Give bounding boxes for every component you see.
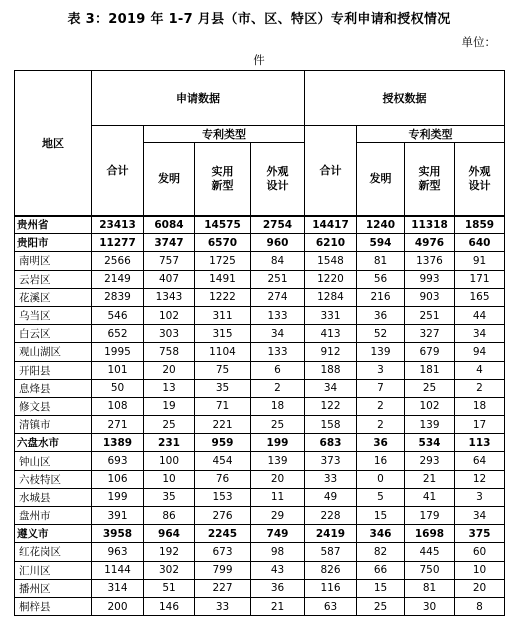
- value-cell: 10: [455, 561, 505, 579]
- value-cell: 12: [455, 470, 505, 488]
- region-name: 盘州市: [15, 507, 92, 525]
- region-name: 南明区: [15, 252, 92, 270]
- value-cell: 52: [357, 325, 405, 343]
- patent-table: [14, 70, 505, 616]
- region-name: 花溪区: [15, 288, 92, 306]
- value-cell: 192: [144, 543, 195, 561]
- table-row: [15, 416, 505, 434]
- table-row: [15, 234, 505, 252]
- value-cell: 82: [357, 543, 405, 561]
- value-cell: 3747: [144, 234, 195, 252]
- value-cell: 2245: [195, 525, 251, 543]
- region-name: 红花岗区: [15, 543, 92, 561]
- value-cell: 594: [357, 234, 405, 252]
- value-cell: 23413: [92, 216, 144, 234]
- value-cell: 1220: [305, 270, 357, 288]
- value-cell: 36: [357, 434, 405, 452]
- value-cell: 534: [405, 434, 455, 452]
- value-cell: 25: [357, 597, 405, 615]
- header-grant-utility: 实用 新型: [405, 143, 455, 216]
- value-cell: 231: [144, 434, 195, 452]
- value-cell: 391: [92, 507, 144, 525]
- value-cell: 227: [195, 579, 251, 597]
- value-cell: 94: [455, 343, 505, 361]
- value-cell: 15: [357, 579, 405, 597]
- region-name: 播州区: [15, 579, 92, 597]
- value-cell: 108: [92, 397, 144, 415]
- region-name: 桐梓县: [15, 597, 92, 615]
- value-cell: 20: [144, 361, 195, 379]
- value-cell: 6210: [305, 234, 357, 252]
- value-cell: 993: [405, 270, 455, 288]
- value-cell: 1343: [144, 288, 195, 306]
- value-cell: 4: [455, 361, 505, 379]
- value-cell: 11277: [92, 234, 144, 252]
- value-cell: 188: [305, 361, 357, 379]
- value-cell: 758: [144, 343, 195, 361]
- value-cell: 19: [144, 397, 195, 415]
- region-name: 云岩区: [15, 270, 92, 288]
- value-cell: 75: [195, 361, 251, 379]
- value-cell: 86: [144, 507, 195, 525]
- value-cell: 10: [144, 470, 195, 488]
- value-cell: 50: [92, 379, 144, 397]
- value-cell: 2: [357, 416, 405, 434]
- table-row: [15, 270, 505, 288]
- unit-value: 件: [253, 53, 265, 67]
- value-cell: 153: [195, 488, 251, 506]
- value-cell: 1859: [455, 216, 505, 234]
- value-cell: 1376: [405, 252, 455, 270]
- value-cell: 34: [455, 507, 505, 525]
- value-cell: 799: [195, 561, 251, 579]
- value-cell: 454: [195, 452, 251, 470]
- header-app-utility: 实用 新型: [195, 143, 251, 216]
- value-cell: 251: [251, 270, 305, 288]
- value-cell: 18: [455, 397, 505, 415]
- header-grant-patent-type: 专利类型: [357, 126, 505, 143]
- value-cell: 18: [251, 397, 305, 415]
- value-cell: 640: [455, 234, 505, 252]
- value-cell: 33: [305, 470, 357, 488]
- header-grant-design: 外观 设计: [455, 143, 505, 216]
- value-cell: 133: [251, 306, 305, 324]
- value-cell: 60: [455, 543, 505, 561]
- value-cell: 116: [305, 579, 357, 597]
- value-cell: 35: [144, 488, 195, 506]
- value-cell: 25: [251, 416, 305, 434]
- value-cell: 2419: [305, 525, 357, 543]
- table-row: [15, 343, 505, 361]
- value-cell: 171: [455, 270, 505, 288]
- value-cell: 11: [251, 488, 305, 506]
- table-row: [15, 306, 505, 324]
- value-cell: 228: [305, 507, 357, 525]
- table-body: [15, 216, 505, 616]
- value-cell: 413: [305, 325, 357, 343]
- value-cell: 3: [455, 488, 505, 506]
- value-cell: 683: [305, 434, 357, 452]
- region-name: 观山湖区: [15, 343, 92, 361]
- table-row: [15, 561, 505, 579]
- value-cell: 216: [357, 288, 405, 306]
- header-grant: 授权数据: [305, 71, 505, 126]
- value-cell: 2: [357, 397, 405, 415]
- header-app-patent-type: 专利类型: [144, 126, 305, 143]
- value-cell: 276: [195, 507, 251, 525]
- table-row: [15, 434, 505, 452]
- region-name: 遵义市: [15, 525, 92, 543]
- value-cell: 179: [405, 507, 455, 525]
- header-grant-total: 合计: [305, 126, 357, 216]
- value-cell: 7: [357, 379, 405, 397]
- value-cell: 165: [455, 288, 505, 306]
- value-cell: 749: [251, 525, 305, 543]
- value-cell: 35: [195, 379, 251, 397]
- region-name: 钟山区: [15, 452, 92, 470]
- value-cell: 652: [92, 325, 144, 343]
- table-row: [15, 525, 505, 543]
- value-cell: 1222: [195, 288, 251, 306]
- value-cell: 36: [357, 306, 405, 324]
- region-name: 六枝特区: [15, 470, 92, 488]
- value-cell: 11318: [405, 216, 455, 234]
- value-cell: 20: [251, 470, 305, 488]
- value-cell: 30: [405, 597, 455, 615]
- value-cell: 274: [251, 288, 305, 306]
- value-cell: 98: [251, 543, 305, 561]
- table-row: [15, 252, 505, 270]
- table-row: [15, 216, 505, 234]
- value-cell: 693: [92, 452, 144, 470]
- value-cell: 679: [405, 343, 455, 361]
- value-cell: 181: [405, 361, 455, 379]
- value-cell: 139: [405, 416, 455, 434]
- value-cell: 375: [455, 525, 505, 543]
- region-name: 六盘水市: [15, 434, 92, 452]
- value-cell: 51: [144, 579, 195, 597]
- table-row: [15, 543, 505, 561]
- value-cell: 1104: [195, 343, 251, 361]
- region-name: 贵阳市: [15, 234, 92, 252]
- value-cell: 64: [455, 452, 505, 470]
- value-cell: 20: [455, 579, 505, 597]
- value-cell: 102: [144, 306, 195, 324]
- value-cell: 2754: [251, 216, 305, 234]
- header-region: 地区: [15, 71, 92, 216]
- value-cell: 91: [455, 252, 505, 270]
- value-cell: 43: [251, 561, 305, 579]
- value-cell: 964: [144, 525, 195, 543]
- value-cell: 331: [305, 306, 357, 324]
- value-cell: 959: [195, 434, 251, 452]
- value-cell: 903: [405, 288, 455, 306]
- value-cell: 29: [251, 507, 305, 525]
- value-cell: 102: [405, 397, 455, 415]
- value-cell: 49: [305, 488, 357, 506]
- value-cell: 5: [357, 488, 405, 506]
- value-cell: 826: [305, 561, 357, 579]
- table-row: [15, 452, 505, 470]
- value-cell: 6570: [195, 234, 251, 252]
- value-cell: 3958: [92, 525, 144, 543]
- value-cell: 271: [92, 416, 144, 434]
- value-cell: 673: [195, 543, 251, 561]
- value-cell: 407: [144, 270, 195, 288]
- header-app-invention: 发明: [144, 143, 195, 216]
- value-cell: 2566: [92, 252, 144, 270]
- value-cell: 963: [92, 543, 144, 561]
- value-cell: 750: [405, 561, 455, 579]
- table-row: [15, 597, 505, 615]
- value-cell: 21: [405, 470, 455, 488]
- table-row: [15, 579, 505, 597]
- value-cell: 303: [144, 325, 195, 343]
- header-application: 申请数据: [92, 71, 305, 126]
- header-grant-invention: 发明: [357, 143, 405, 216]
- value-cell: 4976: [405, 234, 455, 252]
- value-cell: 2149: [92, 270, 144, 288]
- value-cell: 1548: [305, 252, 357, 270]
- value-cell: 199: [92, 488, 144, 506]
- table-row: [15, 488, 505, 506]
- value-cell: 76: [195, 470, 251, 488]
- unit-label: 单位：: [461, 35, 496, 49]
- value-cell: 36: [251, 579, 305, 597]
- region-name: 息烽县: [15, 379, 92, 397]
- value-cell: 81: [405, 579, 455, 597]
- value-cell: 106: [92, 470, 144, 488]
- value-cell: 3: [357, 361, 405, 379]
- region-name: 贵州省: [15, 216, 92, 234]
- value-cell: 293: [405, 452, 455, 470]
- value-cell: 101: [92, 361, 144, 379]
- value-cell: 912: [305, 343, 357, 361]
- value-cell: 314: [92, 579, 144, 597]
- region-name: 开阳县: [15, 361, 92, 379]
- page-title: 表 3：2019 年 1-7 月县（市、区、特区）专利申请和授权情况: [67, 12, 451, 27]
- value-cell: 34: [455, 325, 505, 343]
- value-cell: 1389: [92, 434, 144, 452]
- value-cell: 139: [357, 343, 405, 361]
- region-name: 水城县: [15, 488, 92, 506]
- value-cell: 311: [195, 306, 251, 324]
- table-row: [15, 325, 505, 343]
- region-name: 乌当区: [15, 306, 92, 324]
- value-cell: 199: [251, 434, 305, 452]
- value-cell: 146: [144, 597, 195, 615]
- value-cell: 122: [305, 397, 357, 415]
- value-cell: 100: [144, 452, 195, 470]
- table-row: [15, 470, 505, 488]
- value-cell: 346: [357, 525, 405, 543]
- table-row: [15, 288, 505, 306]
- value-cell: 34: [305, 379, 357, 397]
- value-cell: 66: [357, 561, 405, 579]
- value-cell: 14575: [195, 216, 251, 234]
- value-cell: 315: [195, 325, 251, 343]
- table-row: [15, 397, 505, 415]
- table-row: [15, 361, 505, 379]
- table-row: [15, 379, 505, 397]
- value-cell: 8: [455, 597, 505, 615]
- value-cell: 81: [357, 252, 405, 270]
- value-cell: 200: [92, 597, 144, 615]
- value-cell: 56: [357, 270, 405, 288]
- value-cell: 251: [405, 306, 455, 324]
- value-cell: 6: [251, 361, 305, 379]
- value-cell: 41: [405, 488, 455, 506]
- value-cell: 960: [251, 234, 305, 252]
- region-name: 汇川区: [15, 561, 92, 579]
- table-row: [15, 507, 505, 525]
- value-cell: 17: [455, 416, 505, 434]
- value-cell: 139: [251, 452, 305, 470]
- value-cell: 302: [144, 561, 195, 579]
- value-cell: 1491: [195, 270, 251, 288]
- value-cell: 33: [195, 597, 251, 615]
- value-cell: 6084: [144, 216, 195, 234]
- value-cell: 2: [251, 379, 305, 397]
- value-cell: 546: [92, 306, 144, 324]
- value-cell: 25: [144, 416, 195, 434]
- value-cell: 757: [144, 252, 195, 270]
- value-cell: 373: [305, 452, 357, 470]
- value-cell: 15: [357, 507, 405, 525]
- value-cell: 2: [455, 379, 505, 397]
- value-cell: 1144: [92, 561, 144, 579]
- value-cell: 327: [405, 325, 455, 343]
- value-cell: 71: [195, 397, 251, 415]
- value-cell: 1725: [195, 252, 251, 270]
- value-cell: 84: [251, 252, 305, 270]
- value-cell: 44: [455, 306, 505, 324]
- value-cell: 1995: [92, 343, 144, 361]
- header-app-total: 合计: [92, 126, 144, 216]
- value-cell: 63: [305, 597, 357, 615]
- value-cell: 2839: [92, 288, 144, 306]
- value-cell: 445: [405, 543, 455, 561]
- value-cell: 133: [251, 343, 305, 361]
- value-cell: 1240: [357, 216, 405, 234]
- value-cell: 13: [144, 379, 195, 397]
- region-name: 修文县: [15, 397, 92, 415]
- value-cell: 221: [195, 416, 251, 434]
- region-name: 清镇市: [15, 416, 92, 434]
- value-cell: 1284: [305, 288, 357, 306]
- value-cell: 0: [357, 470, 405, 488]
- value-cell: 16: [357, 452, 405, 470]
- value-cell: 158: [305, 416, 357, 434]
- value-cell: 587: [305, 543, 357, 561]
- value-cell: 14417: [305, 216, 357, 234]
- value-cell: 25: [405, 379, 455, 397]
- value-cell: 1698: [405, 525, 455, 543]
- value-cell: 113: [455, 434, 505, 452]
- header-app-design: 外观 设计: [251, 143, 305, 216]
- region-name: 白云区: [15, 325, 92, 343]
- value-cell: 21: [251, 597, 305, 615]
- value-cell: 34: [251, 325, 305, 343]
